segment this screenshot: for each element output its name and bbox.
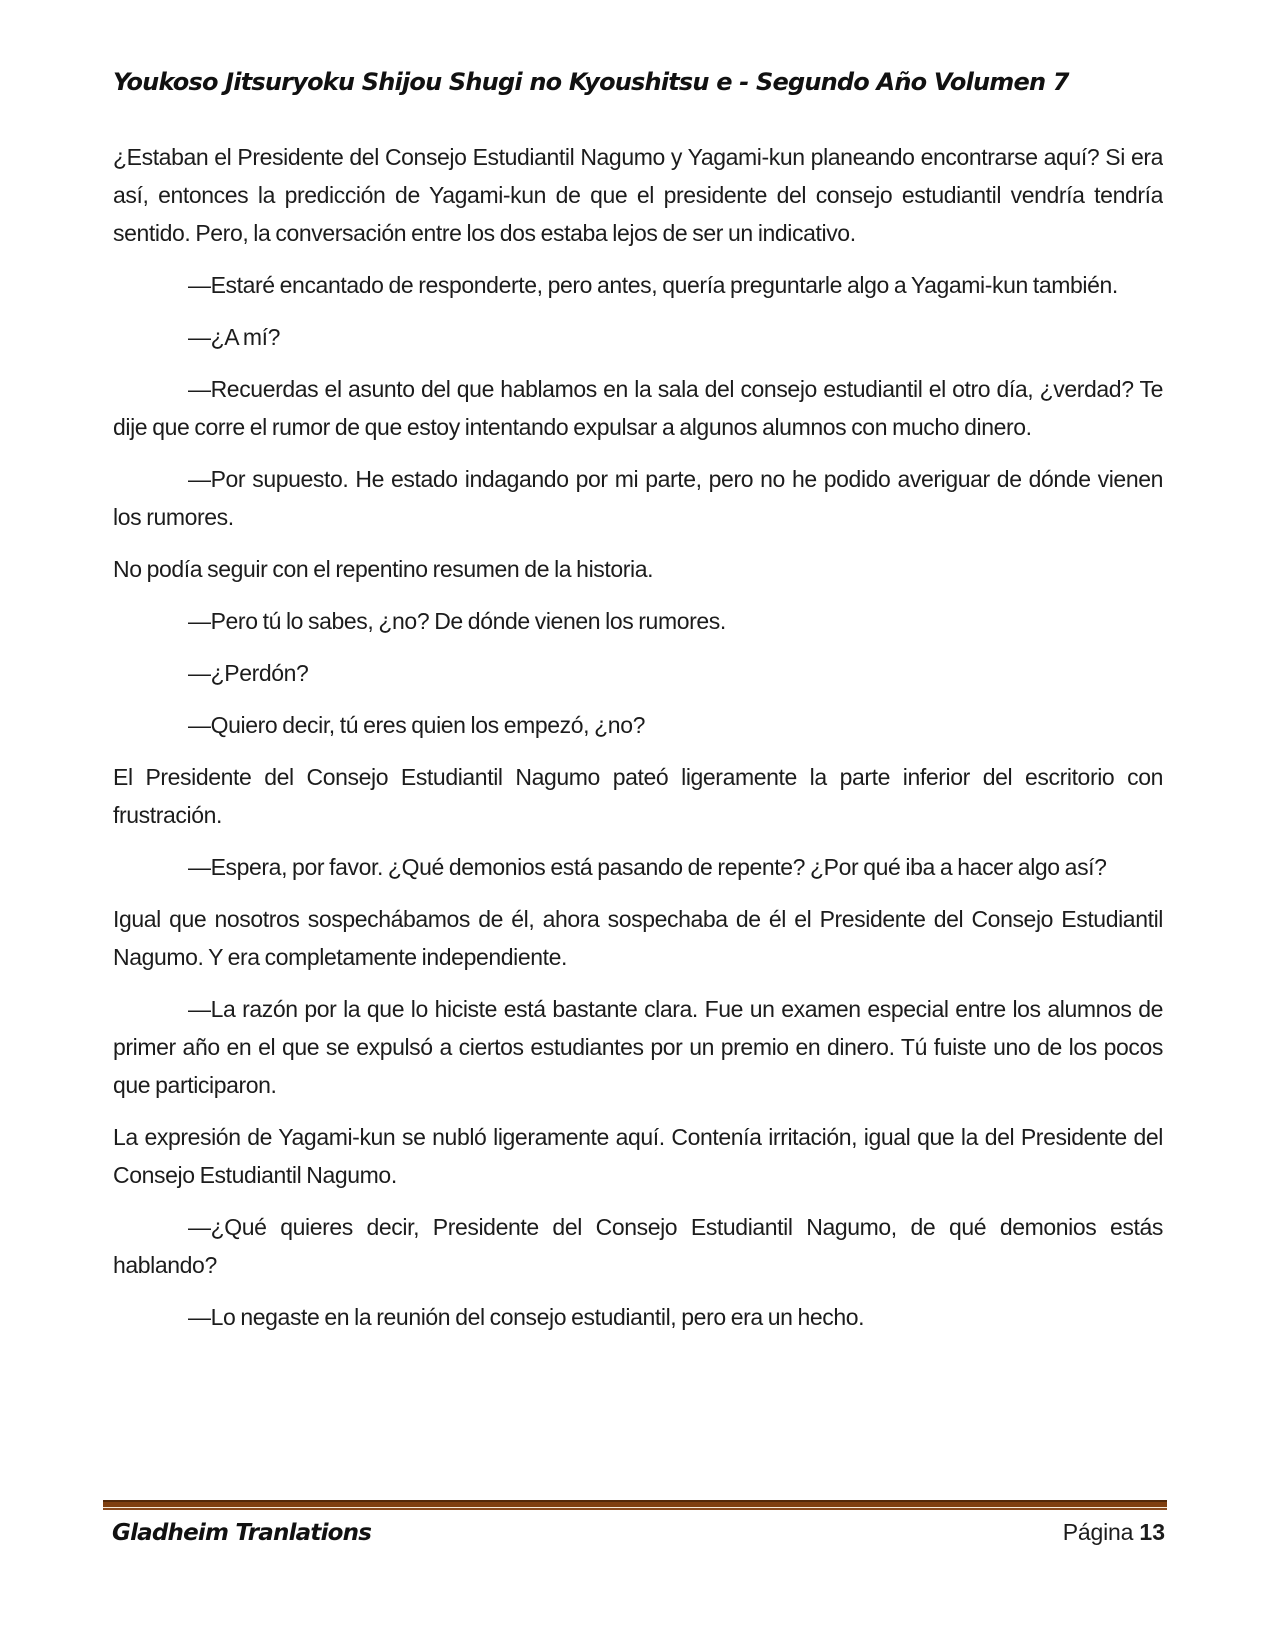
paragraph: —Estaré encantado de responderte, pero antes, quería preguntarle algo a Yagami-kun también. xyxy=(188,272,1118,298)
paragraph: —La razón por la que lo hiciste está bastante clara. Fue un examen especial entre los alumnos de primer año en el que se expulsó a ciertos estudiantes por un premio en dinero. Tú fuiste uno de los pocos que participaron. xyxy=(113,996,1163,1098)
paragraph: La expresión de Yagami-kun se nubló ligeramente aquí. Contenía irritación, igual que la del Presidente del Consejo Estudiantil Nagumo. xyxy=(113,1124,1163,1188)
paragraph: —Pero tú lo sabes, ¿no? De dónde vienen los rumores. xyxy=(188,608,726,634)
paragraph: El Presidente del Consejo Estudiantil Nagumo pateó ligeramente la parte inferior del escritorio con frustración. xyxy=(113,764,1163,828)
paragraph: —Lo negaste en la reunión del consejo estudiantil, pero era un hecho. xyxy=(188,1304,865,1330)
page-footer xyxy=(103,1500,1167,1546)
footer-page-label xyxy=(1063,1519,1165,1546)
footer-page-number: 13 xyxy=(1139,1519,1165,1545)
paragraph: —Recuerdas el asunto del que hablamos en la sala del consejo estudiantil el otro día, ¿verdad? Te dije que corre el rumor de que estoy intentando expulsar a algunos alumnos con mucho dinero. xyxy=(113,376,1163,440)
paragraph: —¿A mí? xyxy=(188,324,281,350)
paragraph: —Quiero decir, tú eres quien los empezó, ¿no? xyxy=(188,712,645,738)
page-header xyxy=(113,68,1163,96)
paragraph: No podía seguir con el repentino resumen de la historia. xyxy=(113,556,654,582)
footer-rule xyxy=(103,1500,1167,1510)
footer-translator: Gladheim Tranlations xyxy=(112,1520,372,1546)
footer-page-word: Página xyxy=(1062,1519,1134,1545)
paragraph: —Espera, por favor. ¿Qué demonios está pasando de repente? ¿Por qué iba a hacer algo así? xyxy=(188,854,1107,880)
paragraph: —¿Qué quieres decir, Presidente del Consejo Estudiantil Nagumo, de qué demonios estás hablando? xyxy=(113,1214,1163,1278)
body-paragraphs xyxy=(113,138,1163,1495)
paragraph: —Por supuesto. He estado indagando por mi parte, pero no he podido averiguar de dónde vienen los rumores. xyxy=(113,466,1163,530)
paragraph: ¿Estaban el Presidente del Consejo Estudiantil Nagumo y Yagami-kun planeando encontrarse aquí? Si era así, entonces la predicción de Yagami-kun de que el presidente del consejo estudiantil vendría tendría sentido. Pero, la conversación entre los dos estaba lejos de ser un indicativo. xyxy=(113,144,1163,246)
paragraph: Igual que nosotros sospechábamos de él, ahora sospechaba de él el Presidente del Consejo Estudiantil Nagumo. Y era completamente independiente. xyxy=(113,906,1163,970)
header-title: Youkoso Jitsuryoku Shijou Shugi no Kyoushitsu e - Segundo Año Volumen 7 xyxy=(113,68,1069,96)
footer-row xyxy=(103,1519,1167,1546)
paragraph: —¿Perdón? xyxy=(188,660,309,686)
